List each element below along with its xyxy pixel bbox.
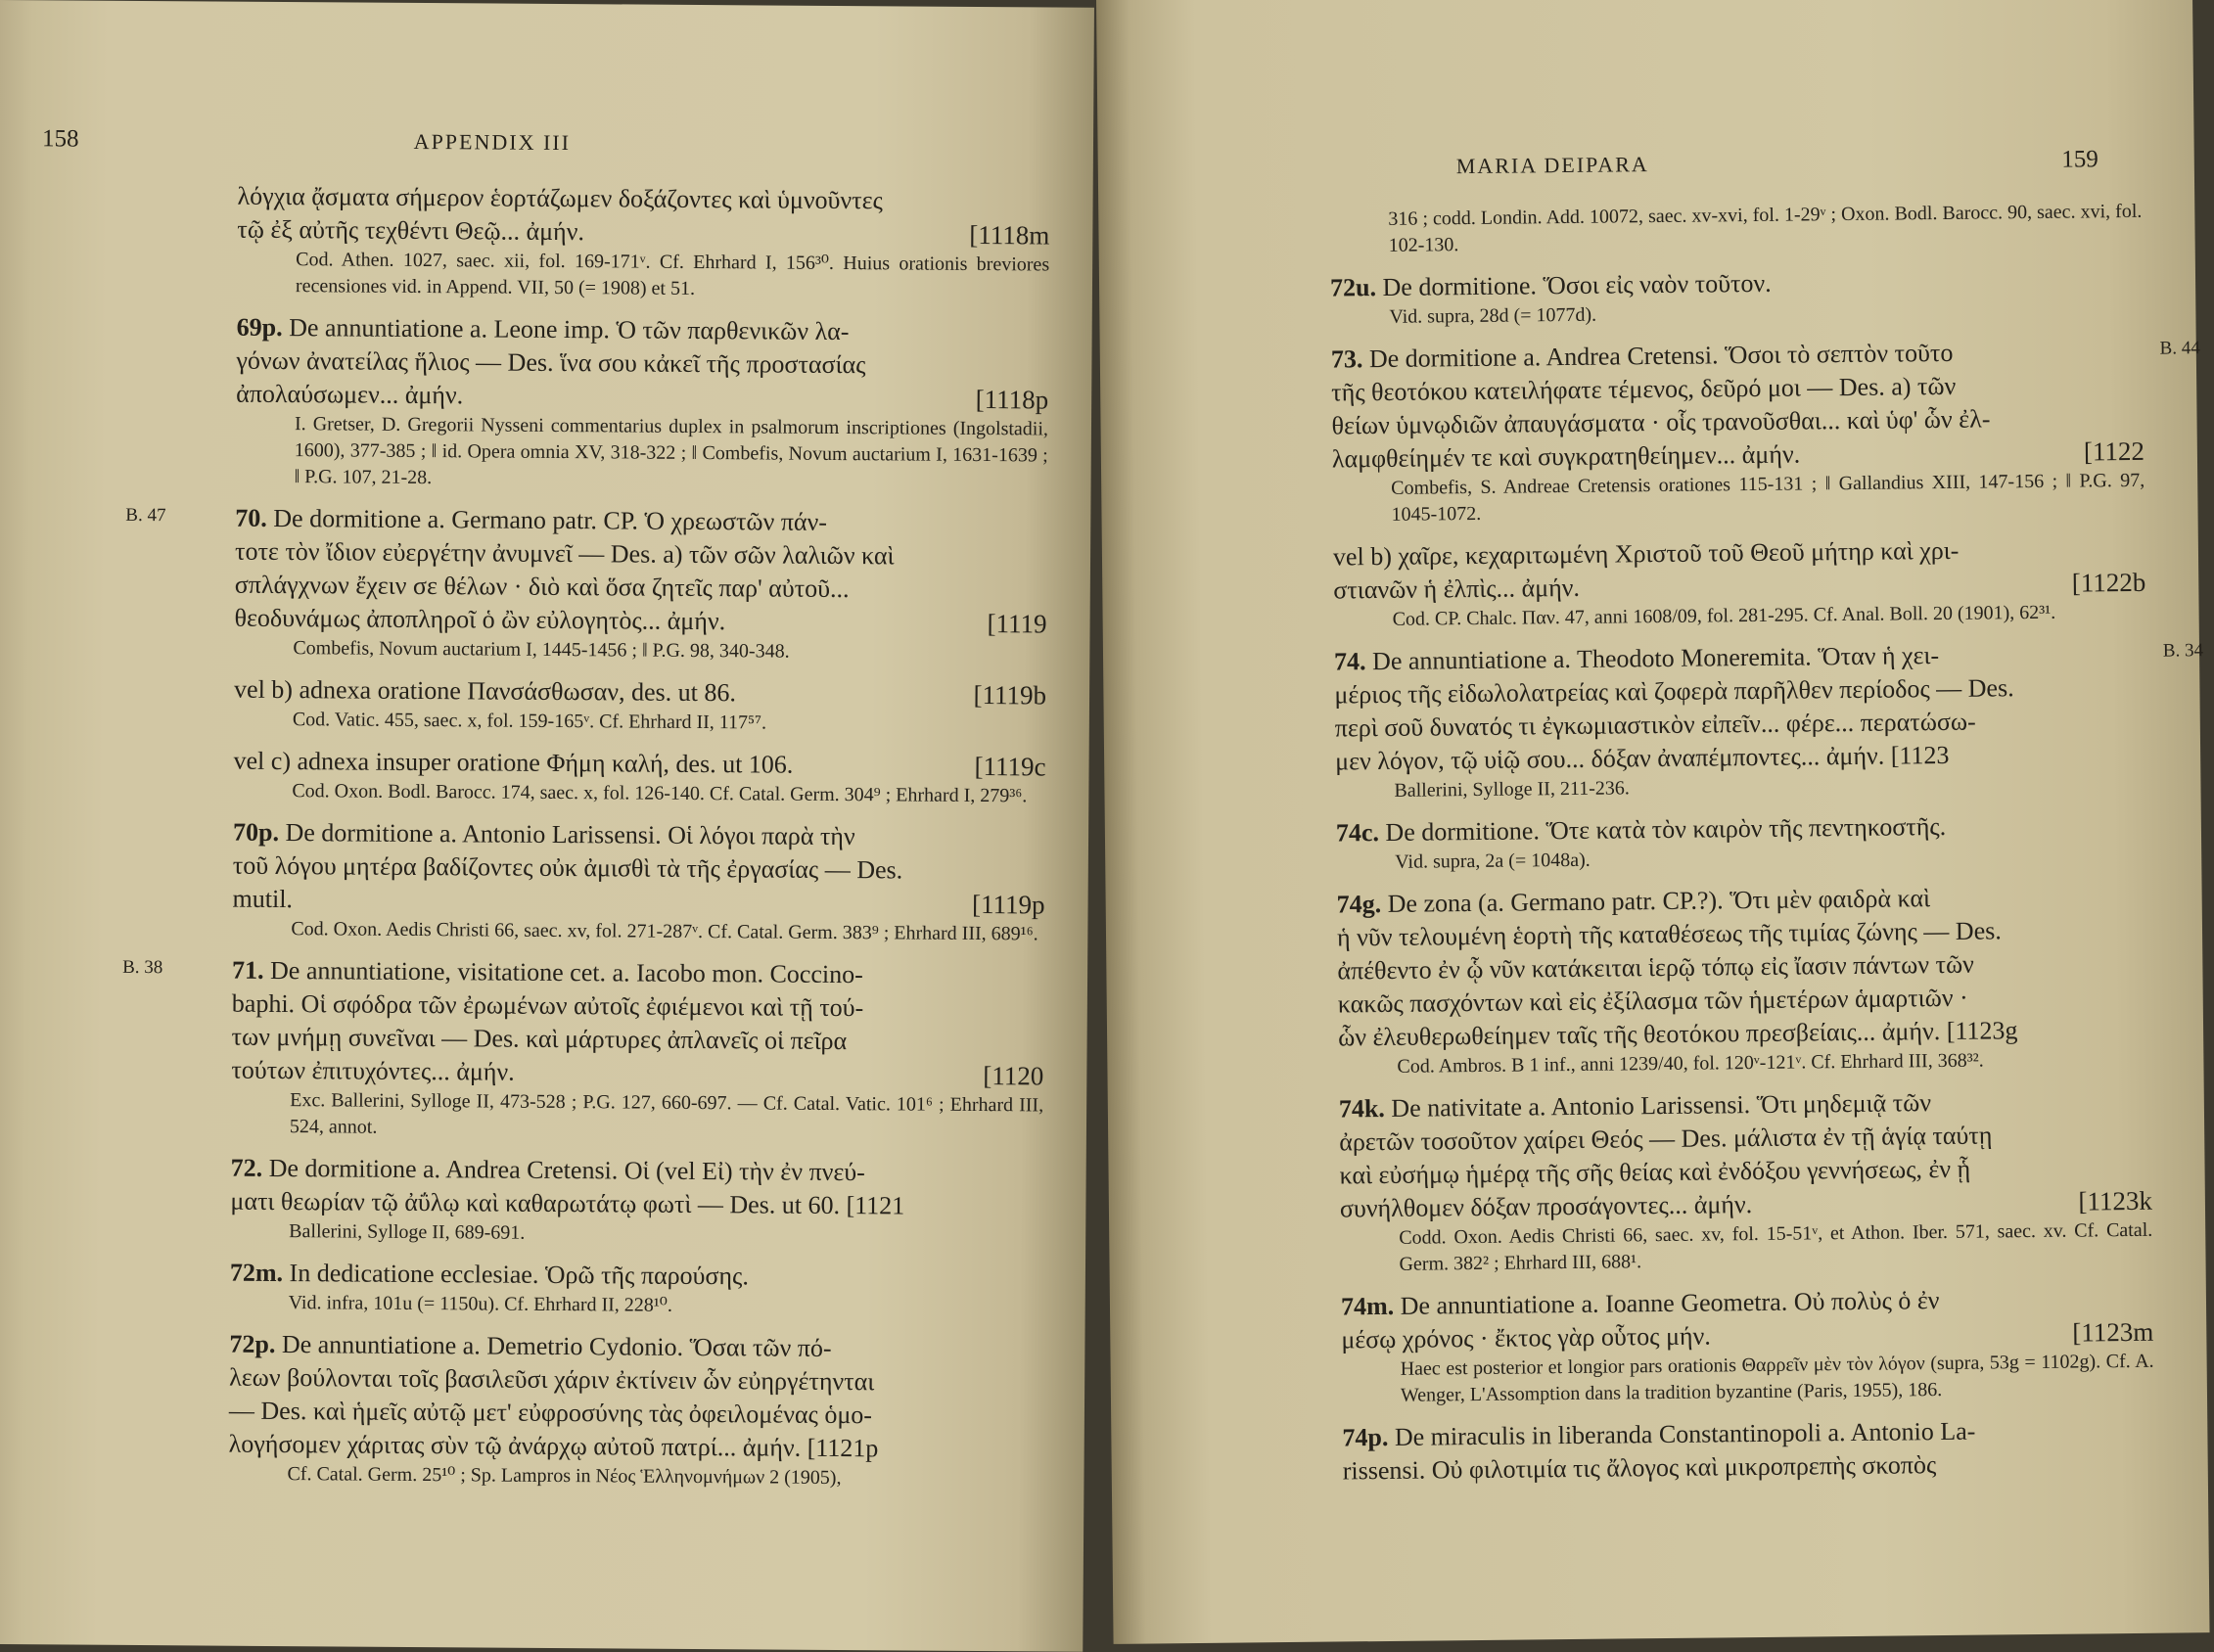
catalog-entry [236, 311, 1049, 496]
bibliographic-note: Cod. Oxon. Aedis Christi 66, saec. xv, fol. 271-287ᵛ. Cf. Catal. Germ. 383⁹ ; Ehrhard III, 689¹⁶. [291, 918, 1038, 945]
entry-line [229, 1361, 1041, 1400]
entry-line [230, 1257, 1042, 1296]
entry-text-line: De dormitione. Ὅσοι εἰς ναὸν τοῦτον. [1382, 268, 1772, 301]
entry-text-line: vel b) adnexa oratione Πανσάσθωσαν, des. ut 86. [233, 674, 737, 708]
entry-text-line: κακῶς πασχόντων καὶ εἰς ἐξίλασμα τῶν ἡμετέρων ἁμαρτιῶν · [1337, 983, 1968, 1019]
entry-line [237, 180, 1049, 219]
entry-text-line: vel c) adnexa insuper oratione Φήμη καλή, des. ut 106. [233, 746, 794, 779]
bibliographic-note: I. Gretser, D. Gregorii Nysseni commentarius duplex in psalmorum inscriptiones (Ingolstadii, 1600), 377-385 ; ‖ id. Opera omnia XV, 318-322 ; ‖ Combefis, Novum auctarium I, 1631-1639 ; ‖ P.G. 107, 21-28. [294, 413, 1049, 489]
left-page-number: 158 [41, 125, 79, 153]
bibliographic-note: Ballerini, Sylloge II, 211-236. [1394, 777, 1630, 802]
entry-text-line: τοτε τὸν ἴδιον εὐεργέτην ἀνυμνεῖ — Des. a) τῶν σῶν λαλιῶν καὶ [234, 536, 895, 571]
entry-text-line: συνήλθομεν δόξαν προσάγοντες... ἀμήν. [1339, 1190, 1753, 1223]
catalog-entry [1333, 637, 2204, 805]
right-page-number: 159 [2061, 146, 2099, 173]
bhg-reference-number: [1119 [987, 609, 1047, 639]
catalog-entry [1330, 335, 2200, 529]
bhg-reference-number: [1119c [974, 751, 1046, 782]
entry-text-line: De annuntiatione a. Demetrio Cydonio. Ὅσαι τῶν πό- [281, 1330, 832, 1362]
entry-text-line: De annuntiatione a. Ioanne Geometra. Οὐ πολὺς ὁ ἐν [1400, 1286, 1940, 1320]
right-page-body [1133, 199, 2204, 1491]
entry-text-line: De dormitione a. Andrea Cretensi. Ὅσοι τὸ σεπτὸν τοῦτο [1368, 338, 1954, 374]
entry-text-line: De annuntiatione, visitatione cet. a. Iacobo mon. Coccino- [269, 955, 863, 989]
entry-line [237, 311, 1049, 350]
entry-number: 74k. [1338, 1093, 1385, 1124]
catalog-entry [1341, 1282, 2154, 1410]
entry-line [237, 213, 1049, 252]
entry-text-line: λόγχια ᾄσματα σήμερον ἑορτάζωμεν δοξάζοντες καὶ ὑμνοῦντες [237, 181, 884, 215]
entry-text-line: γόνων ἀνατείλας ἥλιος — Des. ἵνα σου κἀκεῖ τῆς προστασίας [236, 345, 866, 380]
bhg-reference-number: [1119b [973, 679, 1047, 711]
entry-text-line: De miraculis in liberanda Constantinopoli a. Antonio La- [1394, 1416, 1976, 1451]
entry-line [235, 502, 1047, 541]
entry-line [235, 535, 1047, 574]
bhg-reference-number: [1120 [983, 1061, 1044, 1091]
entry-text-line: θεοδυνάμως ἀποπληροῖ ὁ ὢν εὐλογητὸς... ἀμήν. [234, 603, 726, 636]
bibliographic-note: 316 ; codd. Londin. Add. 10072, saec. xv-xvi, fol. 1-29ᵛ ; Oxon. Bodl. Barocc. 90, saec. xvi, fol. 102-130. [1388, 200, 2143, 256]
entry-text-line: ἀρετῶν τοσοῦτον χαίρει Θεός — Des. μάλιστα ἐν τῇ ἁγίᾳ ταύτῃ [1339, 1121, 1993, 1157]
bibliographic-note: Exc. Ballerini, Sylloge II, 473-528 ; P.G. 127, 660-697. — Cf. Catal. Vatic. 101⁶ ; Ehrhard III, 524, annot. [289, 1089, 1044, 1138]
catalog-entry [230, 1152, 1043, 1251]
entry-text-line: ματι θεωρίαν τῷ ἀΰλῳ καὶ καθαρωτάτῳ φωτὶ — Des. ut 60. [1121 [230, 1186, 905, 1220]
bibliographic-note: Vid. supra, 2a (= 1048a). [1395, 849, 1591, 873]
bhg-reference-number: [1119p [971, 889, 1045, 920]
entry-line [1343, 1446, 2155, 1489]
bibliographic-note: Vid. supra, 28d (= 1077d). [1389, 303, 1597, 328]
bibliographic-note: Cod. Oxon. Bodl. Barocc. 174, saec. x, fol. 126-140. Cf. Catal. Germ. 304⁹ ; Ehrhard I, 279³⁶. [292, 780, 1028, 807]
entry-number: 69p. [236, 312, 283, 343]
entry-line [232, 954, 1044, 993]
entry-text-line: In dedicatione ecclesiae. Ὁρῶ τῆς παρούσης. [289, 1259, 749, 1291]
entry-line [234, 673, 1046, 712]
margin-reference: B. 44 [2159, 338, 2200, 359]
bibliographic-note: Combefis, Novum auctarium I, 1445-1456 ; ‖ P.G. 98, 340-348. [293, 637, 790, 663]
bibliographic-note: Cod. CP. Chalc. Παν. 47, anni 1608/09, fol. 281-295. Cf. Anal. Boll. 20 (1901), 62³¹. [1392, 601, 2056, 630]
margin-reference: B. 34 [2162, 640, 2204, 662]
entry-line [231, 1021, 1043, 1060]
entry-line [229, 1328, 1041, 1367]
entry-line [229, 1428, 1041, 1467]
entry-number: 72p. [229, 1329, 276, 1358]
entry-text-line: μέριος τῆς εἰδωλολατρείας καὶ ζοφερὰ παρῆλθεν περίοδος — Des. [1334, 673, 2014, 710]
catalog-entry [233, 745, 1045, 810]
entry-line [236, 344, 1048, 384]
right-page [1096, 0, 2210, 1644]
bibliographic-note: Cod. Vatic. 455, saec. x, fol. 159-165ᵛ. Cf. Ehrhard II, 117⁵⁷. [292, 709, 767, 734]
catalog-entry [228, 1328, 1041, 1493]
catalog-entry [1337, 880, 2151, 1081]
entry-line [236, 378, 1048, 417]
entry-text-line: ὧν ἐλευθερωθείημεν ταῖς τῆς θεοτόκου πρεσβείαις... ἀμήν. [1123g [1337, 1016, 2018, 1052]
left-page [0, 0, 1094, 1652]
entry-text-line: De dormitione. Ὅτε κατὰ τὸν καιρὸν τῆς πεντηκοστῆς. [1385, 811, 1947, 847]
entry-text-line: De zona (a. Germano patr. CP.?). Ὅτι μὲν φαιδρὰ καὶ [1387, 884, 1931, 918]
catalog-entry [234, 673, 1046, 739]
entry-line [231, 1152, 1043, 1191]
entry-line [231, 1054, 1043, 1093]
entry-line [233, 849, 1045, 889]
entry-text-line: mutil. [232, 884, 294, 914]
entry-text-line: μέσῳ χρόνος · ἔκτος γὰρ οὗτος μήν. [1341, 1321, 1711, 1354]
margin-reference: B. 47 [125, 504, 166, 527]
entry-text-line: σπλάγχνων ἔχειν σε θέλων · διὸ καὶ ὅσα ζητεῖς παρ' αὐτοῦ... [234, 570, 850, 604]
entry-number: 74c. [1335, 818, 1380, 848]
entry-line [233, 745, 1045, 784]
catalog-entry [232, 816, 1045, 948]
bibliographic-note: Combefis, S. Andreae Cretensis orationes 115-131 ; ‖ Gallandius XIII, 147-156 ; ‖ P.G. 97, 1045-1072. [1391, 469, 2145, 526]
entry-number: 72. [230, 1153, 263, 1182]
entry-text-line: De annuntiatione a. Leone imp. Ὁ τῶν παρθενικῶν λα- [289, 313, 850, 346]
entry-number: 73. [1330, 344, 1363, 374]
entry-text-line: λαμφθείημέν τε καὶ συγκρατηθείημεν... ἀμήν. [1331, 439, 1801, 474]
entry-text-line: μεν λόγον, τῷ υἱῷ σου... δόξαν ἀναπέμποντες... ἀμήν. [1123 [1335, 740, 1950, 776]
entry-text-line: vel b) χαῖρε, κεχαριτωμένη Χριστοῦ τοῦ Θεοῦ μήτηρ καὶ χρι- [1332, 535, 1960, 572]
entry-number: 72u. [1329, 273, 1377, 302]
entry-text-line: θείων ὑμνῳδιῶν ἀπαυγάσματα · οἷς τρανοῦσθαι... καὶ ὑφ' ὧν ἐλ- [1331, 404, 1991, 440]
catalog-entry [237, 180, 1050, 305]
bibliographic-note: Ballerini, Sylloge II, 689-691. [289, 1220, 526, 1244]
entry-number: 74m. [1340, 1291, 1395, 1321]
entry-text-line: περὶ σοῦ δυνατός τι ἐγκωμιαστικὸν εἰπεῖν... φέρε... περατώσω- [1334, 707, 1976, 743]
entry-line [232, 987, 1044, 1027]
entry-text-line: De dormitione a. Germano patr. CP. Ὁ χρεωστῶν πάν- [273, 503, 828, 536]
entry-line [234, 602, 1046, 641]
left-page-body [32, 178, 1049, 1492]
entry-text-line: De dormitione a. Antonio Larissensi. Οἱ λόγοι παρὰ τὴν [285, 818, 855, 851]
entry-text-line: των μνήμῃ συνεῖναι — Des. καὶ μάρτυρες ἀπλανεῖς οἱ πεῖρα [231, 1022, 848, 1056]
bhg-reference-number: [1123k [2078, 1185, 2153, 1216]
entry-text-line: στιανῶν ἡ ἐλπὶς... ἀμήν. [1333, 573, 1581, 605]
bibliographic-note: Cod. Athen. 1027, saec. xii, fol. 169-171ᵛ. Cf. Ehrhard I, 156³⁰. Huius orationis breviores recensiones vid. in Append. VII, 50 (= 1908) et 51. [295, 249, 1050, 299]
right-running-head [1133, 146, 2155, 184]
catalog-entry [1329, 199, 2143, 260]
entry-text-line: τῷ ἐξ αὐτῆς τεχθέντι Θεῷ... ἀμήν. [237, 214, 585, 247]
entry-text-line: baphi. Οἱ σφόδρα τῶν ἐρωμένων αὐτοῖς ἐφιέμενοι καὶ τῇ τού- [231, 988, 864, 1023]
left-running-head [42, 125, 1060, 160]
entry-line [230, 1185, 1042, 1224]
entry-text-line: τούτων ἐπιτυχόντες... ἀμήν. [231, 1055, 515, 1086]
entry-line [233, 816, 1045, 855]
entry-text-line: τοῦ λόγου μητέρα βαδίζοντες οὐκ ἀμισθὶ τὰ τῆς ἐργασίας — Des. [232, 850, 903, 885]
bibliographic-note: Codd. Oxon. Aedis Christi 66, saec. xv, fol. 15-51ᵛ, et Athon. Iber. 571, saec. xv. Cf. Catal. Germ. 382² ; Ehrhard III, 688¹. [1399, 1218, 2153, 1275]
catalog-entry [1336, 808, 2149, 877]
bhg-reference-number: [1118m [969, 219, 1050, 251]
bhg-reference-number: [1123m [2072, 1316, 2154, 1348]
entry-number: 71. [231, 955, 264, 985]
entry-text-line: De dormitione a. Andrea Cretensi. Οἱ (vel Εἰ) τὴν ἐν πνεύ- [268, 1153, 865, 1187]
bhg-reference-number: [1118p [975, 384, 1049, 415]
entry-text-line: De nativitate a. Antonio Larissensi. Ὅτι μηδεμιᾷ τῶν [1391, 1088, 1932, 1123]
bhg-reference-number: [1122b [2071, 567, 2146, 598]
entry-number: 74p. [1342, 1422, 1389, 1452]
entry-text-line: καὶ εὐσήμῳ ἡμέρᾳ τῆς σῆς θείας καὶ ἐνδόξου γεννήσεως, ἐν ᾗ [1339, 1154, 1971, 1190]
entry-number: 70p. [232, 817, 280, 848]
entry-text-line: rissensi. Οὐ φιλοτιμία τις ἄλογος καὶ μικροπρεπὴς σκοπὸς [1342, 1450, 1937, 1486]
margin-reference: B. 38 [122, 956, 163, 979]
entry-text-line: λογήσομεν χάριτας σὺν τῷ ἀνάρχῳ αὐτοῦ πατρί... ἀμήν. [1121p [228, 1429, 879, 1463]
entry-text-line: ἀπολαύσωμεν... ἀμήν. [236, 379, 464, 410]
catalog-entry [1333, 532, 2146, 634]
entry-text-line: λεων βούλονται τοῖς βασιλεῦσι χάριν ἐκτίνειν ὧν εὐηργέτηνται [229, 1362, 875, 1397]
left-header-title: APPENDIX III [413, 128, 572, 156]
entry-number: 74. [1333, 647, 1366, 676]
entry-number: 72m. [229, 1258, 284, 1288]
bhg-reference-number: [1122 [2083, 436, 2145, 467]
catalog-entry [1330, 263, 2144, 332]
entry-text-line: De annuntiatione a. Theodoto Moneremita. Ὅταν ἡ χει- [1371, 641, 1940, 676]
catalog-entry [125, 502, 1047, 667]
entry-line [229, 1395, 1041, 1434]
bibliographic-note: Cf. Catal. Germ. 25¹⁰ ; Sp. Lampros in Νέος Ἑλληνομνήμων 2 (1905), [287, 1463, 842, 1490]
entry-line [232, 883, 1044, 922]
entry-number: 70. [235, 503, 267, 532]
bibliographic-note: Cod. Ambros. B 1 inf., anni 1239/40, fol. 120ᵛ-121ᵛ. Cf. Ehrhard III, 368³². [1397, 1049, 1984, 1078]
entry-text-line: ἡ νῦν τελουμένη ἑορτὴ τῆς καταθέσεως τῆς τιμίας ζώνης — Des. [1336, 916, 2002, 952]
entry-text-line: τῆς θεοτόκου κατειλήφατε τέμενος, δεῦρό μοι — Des. a) τῶν [1331, 371, 1957, 407]
bibliographic-note: Vid. infra, 101u (= 1150u). Cf. Ehrhard II, 228¹⁰. [288, 1292, 672, 1316]
catalog-entry [1339, 1084, 2153, 1279]
bibliographic-note: Haec est posterior et longior pars orationis Θαρρεῖν μὲν τὸν λόγον (supra, 53g = 1102g). Cf. A. Wenger, L'Assomption dans la tradition byzantine (Paris, 1955), 186. [1400, 1350, 2154, 1406]
entry-number: 74g. [1336, 890, 1382, 919]
catalog-entry [1342, 1413, 2155, 1489]
catalog-entry [230, 1257, 1042, 1322]
catalog-entry [122, 954, 1044, 1146]
right-header-title: MARIA DEIPARA [1455, 152, 1649, 179]
entry-line [235, 569, 1047, 608]
entry-text-line: — Des. καὶ ἡμεῖς αὐτῷ μετ' εὐφροσύνης τὰς ὀφειλομένας ὁμο- [228, 1396, 873, 1430]
entry-text-line: ἀπέθεντο ἐν ᾧ νῦν κατάκειται ἱερῷ τόπῳ εἰς ἴασιν πάντων τῶν [1337, 949, 1975, 986]
